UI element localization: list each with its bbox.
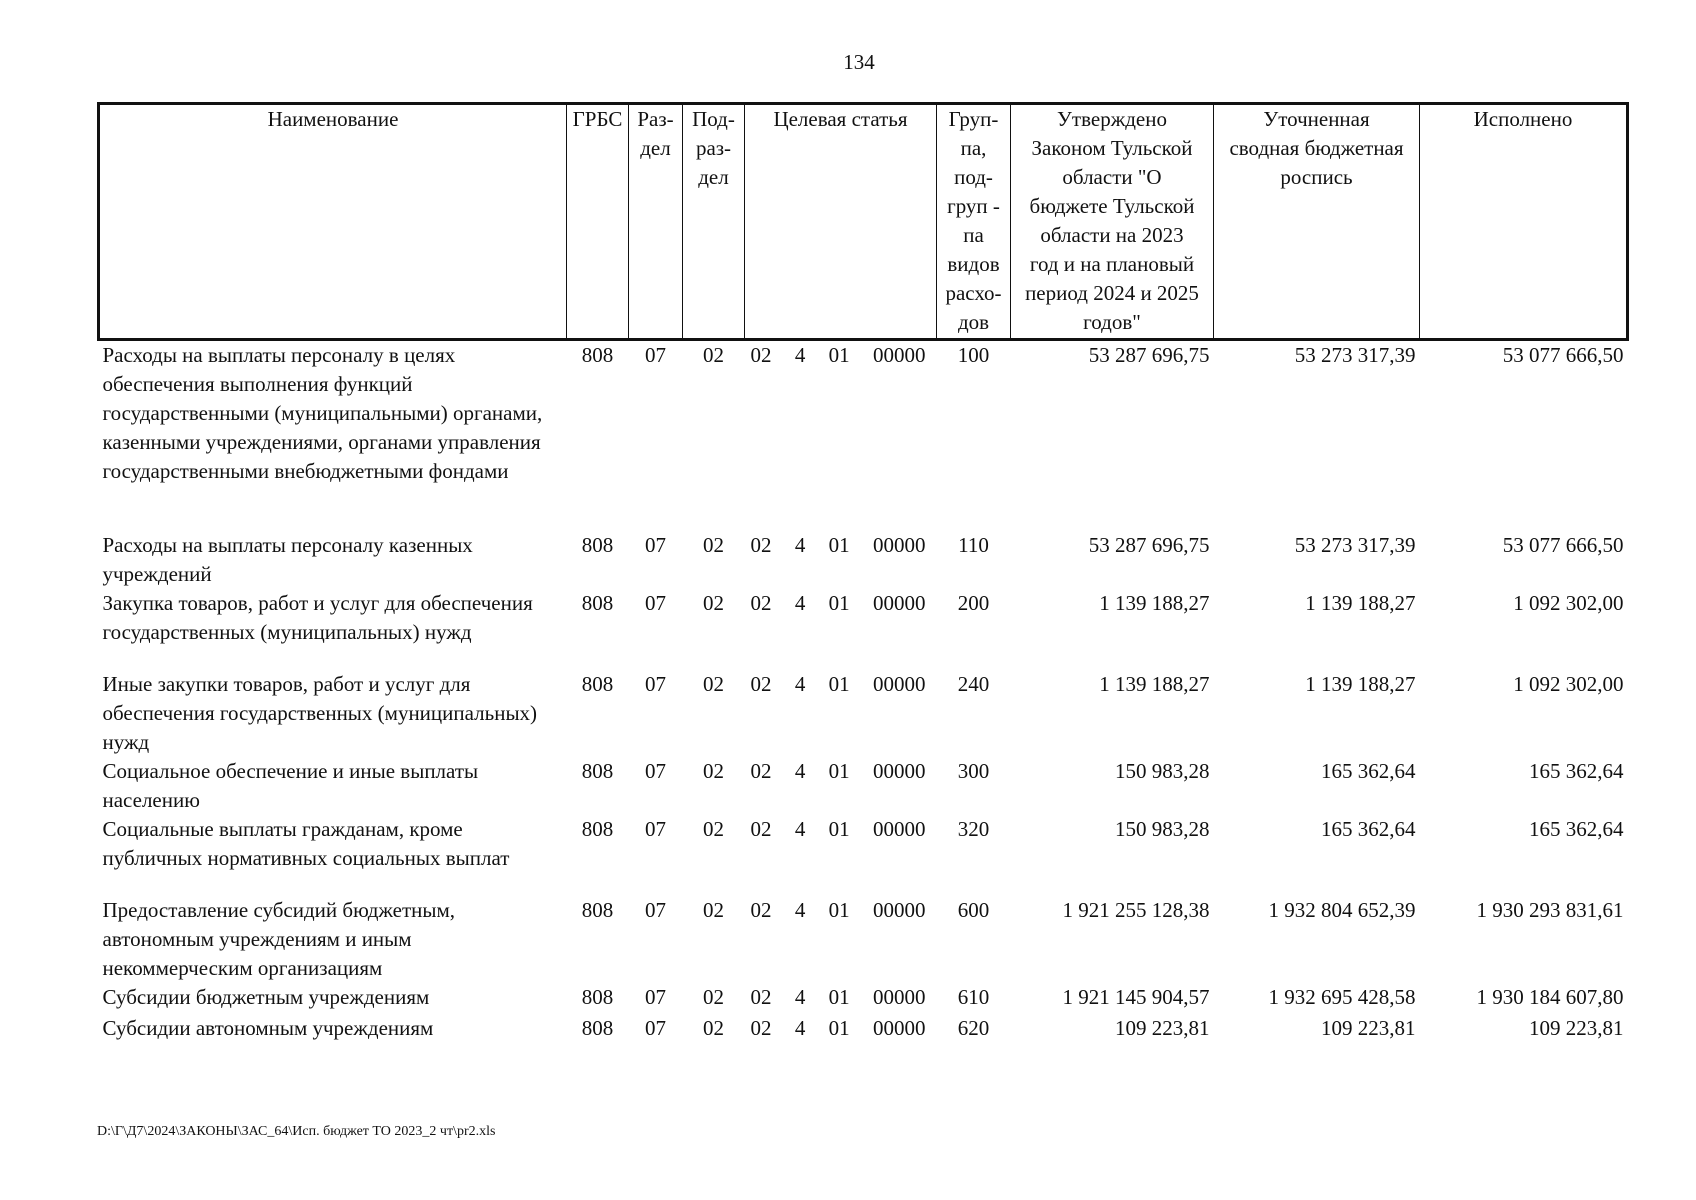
row-expense-group: 240 [957, 671, 990, 696]
target-article-part: 01 [828, 532, 850, 557]
row-grbs: 808 [581, 532, 614, 557]
row-target-article [745, 815, 937, 896]
row-grbs: 808 [581, 1015, 614, 1040]
row-razdel: 07 [645, 671, 666, 696]
header-approved: Утверждено Законом Тульской области "О бюджете Тульской области на 2023 год и на плановый период 2024 и 2025 годов" [1011, 104, 1214, 340]
row-executed: 165 362,64 [1529, 816, 1624, 841]
row-grbs: 808 [581, 816, 614, 841]
row-approved: 1 139 188,27 [1099, 590, 1210, 615]
target-article-part: 00000 [872, 1015, 926, 1040]
target-article-part: 00000 [872, 758, 926, 783]
target-article-part: 4 [794, 816, 806, 841]
row-podrazdel: 02 [703, 984, 724, 1009]
row-target-article [745, 983, 937, 1014]
target-article-part: 01 [828, 984, 850, 1009]
table-row [99, 983, 1628, 1014]
row-razdel: 07 [645, 984, 666, 1009]
row-name: Субсидии автономным учреждениям [102, 1015, 434, 1040]
row-refined: 1 932 804 652,39 [1268, 897, 1416, 922]
table-row [99, 757, 1628, 815]
target-article-part: 00000 [872, 816, 926, 841]
table-row [99, 815, 1628, 896]
target-article-part: 01 [828, 343, 850, 367]
budget-table [97, 102, 1629, 1045]
row-approved: 150 983,28 [1115, 816, 1210, 841]
row-refined: 1 139 188,27 [1305, 671, 1416, 696]
target-article-part: 00000 [872, 984, 926, 1009]
row-executed: 165 362,64 [1529, 758, 1624, 783]
row-name: Субсидии бюджетным учреждениям [102, 984, 430, 1009]
row-approved: 53 287 696,75 [1088, 532, 1210, 557]
row-approved: 1 921 255 128,38 [1062, 897, 1210, 922]
row-executed: 1 092 302,00 [1513, 671, 1624, 696]
row-expense-group: 620 [957, 1015, 990, 1040]
target-article-part: 02 [750, 816, 772, 841]
page-number: 134 [843, 50, 875, 74]
header-podrazdel: Под- раз- дел [683, 104, 745, 340]
row-target-article [745, 1014, 937, 1045]
row-refined: 1 139 188,27 [1305, 590, 1416, 615]
row-executed: 1 930 293 831,61 [1476, 897, 1624, 922]
row-name: Расходы на выплаты персоналу казенных учреждений [102, 532, 473, 586]
row-executed: 1 092 302,00 [1513, 590, 1624, 615]
row-name: Социальное обеспечение и иные выплаты населению [102, 758, 479, 812]
row-grbs: 808 [581, 590, 614, 615]
row-razdel: 07 [645, 590, 666, 615]
row-refined: 165 362,64 [1321, 816, 1416, 841]
row-target-article [745, 757, 937, 815]
row-executed: 1 930 184 607,80 [1476, 984, 1624, 1009]
row-name: Закупка товаров, работ и услуг для обеспечения государственных (муниципальных) нужд [102, 590, 533, 644]
row-refined: 53 273 317,39 [1294, 532, 1416, 557]
row-approved: 53 287 696,75 [1088, 343, 1210, 367]
header-expense-group: Груп- па, под- груп - па видов расхо- дов [937, 104, 1011, 340]
row-name: Социальные выплаты гражданам, кроме публичных нормативных социальных выплат [102, 816, 510, 870]
budget-table-container [97, 102, 1626, 1045]
target-article-part: 02 [750, 343, 772, 367]
table-row [99, 896, 1628, 983]
target-article-part: 01 [828, 897, 850, 922]
table-row [99, 670, 1628, 757]
row-expense-group: 320 [957, 816, 990, 841]
row-target-article [745, 896, 937, 983]
target-article-part: 00000 [872, 671, 926, 696]
row-target-article [745, 340, 937, 531]
target-article-part: 4 [794, 590, 806, 615]
row-expense-group: 300 [957, 758, 990, 783]
target-article-part: 4 [794, 984, 806, 1009]
target-article-part: 00000 [872, 590, 926, 615]
row-refined: 165 362,64 [1321, 758, 1416, 783]
row-executed: 53 077 666,50 [1502, 532, 1624, 557]
row-refined: 53 273 317,39 [1294, 343, 1416, 367]
target-article-part: 02 [750, 758, 772, 783]
target-article-part: 4 [794, 897, 806, 922]
target-article-part: 4 [794, 343, 806, 367]
header-target-article: Целевая статья [745, 104, 937, 340]
row-podrazdel: 02 [703, 816, 724, 841]
table-row [99, 589, 1628, 670]
row-grbs: 808 [581, 343, 614, 367]
target-article-part: 02 [750, 590, 772, 615]
target-article-part: 02 [750, 984, 772, 1009]
target-article-part: 4 [794, 1015, 806, 1040]
row-razdel: 07 [645, 758, 666, 783]
row-podrazdel: 02 [703, 897, 724, 922]
header-executed: Исполнено [1420, 104, 1628, 340]
row-podrazdel: 02 [703, 590, 724, 615]
row-executed: 53 077 666,50 [1502, 343, 1624, 367]
row-expense-group: 610 [957, 984, 990, 1009]
target-article-part: 01 [828, 671, 850, 696]
target-article-part: 00000 [872, 897, 926, 922]
target-article-part: 01 [828, 816, 850, 841]
row-approved: 150 983,28 [1115, 758, 1210, 783]
row-target-article [745, 531, 937, 589]
target-article-part: 02 [750, 1015, 772, 1040]
row-razdel: 07 [645, 532, 666, 557]
table-row [99, 1014, 1628, 1045]
target-article-part: 4 [794, 758, 806, 783]
target-article-part: 00000 [872, 343, 926, 367]
row-podrazdel: 02 [703, 343, 724, 367]
row-podrazdel: 02 [703, 532, 724, 557]
header-name: Наименование [99, 104, 567, 340]
row-podrazdel: 02 [703, 758, 724, 783]
row-target-article [745, 589, 937, 670]
header-refined: Уточненная сводная бюджетная роспись [1214, 104, 1420, 340]
row-expense-group: 200 [957, 590, 990, 615]
row-name: Расходы на выплаты персоналу в целях обеспечения выполнения функций государственными (муниципальными) органами, казенными учреждениями, органами управления государственными внебюджетными фондами [102, 343, 543, 483]
row-grbs: 808 [581, 758, 614, 783]
row-refined: 109 223,81 [1321, 1015, 1416, 1040]
table-row [99, 340, 1628, 531]
table-body [99, 340, 1628, 1045]
target-article-part: 4 [794, 671, 806, 696]
row-expense-group: 600 [957, 897, 990, 922]
row-executed: 109 223,81 [1529, 1015, 1624, 1040]
header-grbs: ГРБС [567, 104, 629, 340]
row-razdel: 07 [645, 343, 666, 367]
row-approved: 1 139 188,27 [1099, 671, 1210, 696]
row-razdel: 07 [645, 897, 666, 922]
row-razdel: 07 [645, 1015, 666, 1040]
row-name: Иные закупки товаров, работ и услуг для обеспечения государственных (муниципальных) нужд [102, 671, 538, 754]
row-expense-group: 110 [958, 532, 989, 557]
target-article-part: 02 [750, 532, 772, 557]
table-header [99, 104, 1628, 340]
target-article-part: 01 [828, 758, 850, 783]
row-podrazdel: 02 [703, 671, 724, 696]
target-article-part: 00000 [872, 532, 926, 557]
target-article-part: 01 [828, 1015, 850, 1040]
header-razdel: Раз- дел [629, 104, 683, 340]
row-grbs: 808 [581, 671, 614, 696]
target-article-part: 4 [794, 532, 806, 557]
table-row [99, 531, 1628, 589]
row-target-article [745, 670, 937, 757]
row-name: Предоставление субсидий бюджетным, автономным учреждениям и иным некоммерческим организациям [102, 897, 456, 980]
target-article-part: 02 [750, 897, 772, 922]
row-grbs: 808 [581, 984, 614, 1009]
row-expense-group: 100 [957, 343, 990, 367]
row-refined: 1 932 695 428,58 [1268, 984, 1416, 1009]
row-approved: 109 223,81 [1115, 1015, 1210, 1040]
target-article-part: 02 [750, 671, 772, 696]
row-approved: 1 921 145 904,57 [1062, 984, 1210, 1009]
row-razdel: 07 [645, 816, 666, 841]
target-article-part: 01 [828, 590, 850, 615]
row-podrazdel: 02 [703, 1015, 724, 1040]
file-path-footer: D:\Г\Д7\2024\ЗАКОНЫ\ЗАС_64\Исп. бюджет ТО 2023_2 чт\pr2.xls [97, 1124, 496, 1139]
row-grbs: 808 [581, 897, 614, 922]
